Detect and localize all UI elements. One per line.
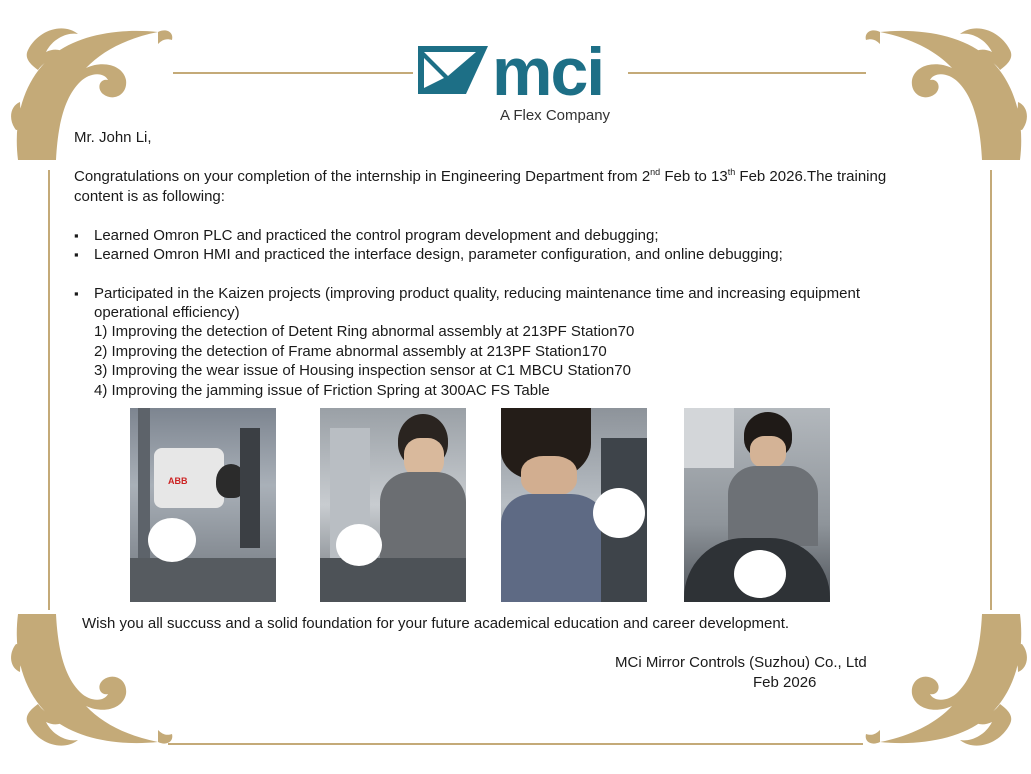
signature-date: Feb 2026 [753, 674, 817, 691]
frame-top-left-line [173, 72, 413, 74]
intro-line-2: content is as following: [74, 188, 225, 205]
workstation-photo [320, 408, 466, 602]
privacy-mask [593, 488, 645, 538]
frame-left-line [48, 170, 50, 610]
kaizen-item: 1) Improving the detection of Detent Ring abnormal assembly at 213PF Station70 [94, 323, 635, 340]
intro-text-b: Feb to 13 [660, 168, 728, 185]
mci-logo-word: mci [492, 34, 604, 110]
kaizen-item: 2) Improving the detection of Frame abnormal assembly at 213PF Station170 [94, 343, 607, 360]
kaizen-line-1: Participated in the Kaizen projects (improving product quality, reducing maintenance time and increasing equipment [94, 285, 860, 302]
privacy-mask [734, 550, 786, 598]
bullet-text: Learned Omron HMI and practiced the interface design, parameter configuration, and online debugging; [94, 246, 783, 263]
frame-top-right-line [628, 72, 866, 74]
frame-right-line [990, 170, 992, 610]
frame-bottom-line [168, 743, 863, 745]
intro-line-1 [74, 167, 886, 187]
bullet-square-icon: ▪ [74, 228, 79, 243]
intro-sup-th: th [727, 167, 736, 177]
corner-ornament-bottom-right [860, 604, 1030, 764]
assembly-photo [684, 408, 830, 602]
closing-message: Wish you all succuss and a solid foundation for your future academical education and career development. [82, 615, 790, 632]
privacy-mask [148, 518, 196, 562]
signature-company: MCi Mirror Controls (Suzhou) Co., Ltd [615, 654, 867, 671]
debugging-photo [501, 408, 647, 602]
intro-text-a: Congratulations on your completion of the internship in Engineering Department from 2 [74, 168, 651, 185]
mci-logo-mark-icon [418, 46, 488, 94]
robot-label: ABB [168, 476, 188, 486]
salutation: Mr. John Li, [74, 129, 152, 146]
kaizen-line-2: operational efficiency) [94, 304, 240, 321]
bullet-text: Learned Omron PLC and practiced the control program development and debugging; [94, 227, 659, 244]
corner-ornament-top-right [860, 10, 1030, 170]
kaizen-item: 3) Improving the wear issue of Housing inspection sensor at C1 MBCU Station70 [94, 362, 631, 379]
kaizen-item: 4) Improving the jamming issue of Friction Spring at 300AC FS Table [94, 382, 550, 399]
mci-logo-tagline: A Flex Company [500, 107, 611, 124]
intro-text-c: Feb 2026.The training [735, 168, 887, 185]
intro-sup-nd: nd [650, 167, 661, 177]
bullet-square-icon: ▪ [74, 286, 79, 301]
mci-logo [418, 34, 628, 130]
privacy-mask [336, 524, 382, 566]
bullet-square-icon: ▪ [74, 247, 79, 262]
robot-arm-photo [130, 408, 276, 602]
